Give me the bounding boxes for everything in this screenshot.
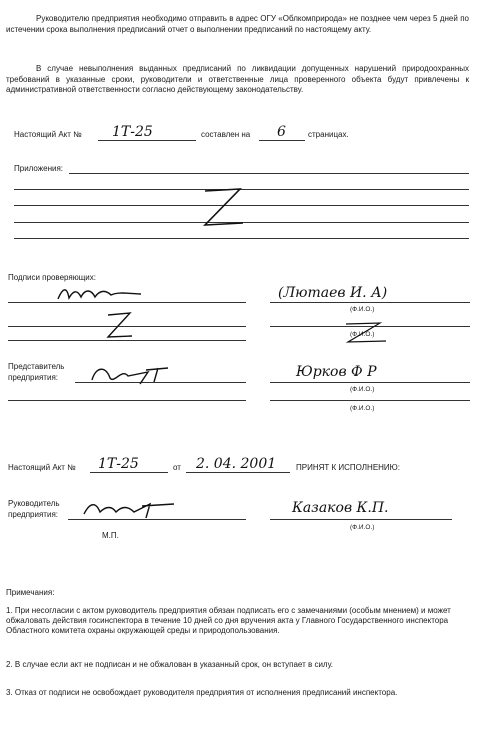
inspectors-label: Подписи проверяющих: (8, 273, 96, 282)
accepted-text: ПРИНЯТ К ИСПОЛНЕНИЮ: (296, 463, 400, 472)
attachments-line-1 (69, 173, 469, 174)
rep-label-1: Представитель (8, 362, 65, 371)
accept-label: Настоящий Акт № (8, 463, 76, 472)
attachments-label: Приложения: (14, 164, 64, 173)
act-number-handwritten: 1Т-25 (112, 124, 153, 140)
head-signature (80, 498, 180, 524)
fio-label-4: (Ф.И.О.) (350, 405, 375, 412)
pages-count-handwritten: 6 (277, 124, 286, 140)
note-3: 3. Отказ от подписи не освобождает руководителя предприятия от исполнения предписаний инспектора. (6, 688, 398, 697)
inspector-signature-1 (55, 283, 145, 305)
fio-label-head: (Ф.И.О.) (350, 524, 375, 531)
accept-date-handwritten: 2. 04. 2001 (196, 456, 277, 472)
act-pages-suffix: страницах. (308, 130, 349, 139)
rep-label-2: предприятия: (8, 373, 58, 382)
head-name-handwritten: Казаков К.П. (292, 500, 389, 516)
head-label-2: предприятия: (8, 510, 58, 519)
z-dash-mark (195, 185, 255, 240)
z-dash-mark-2 (100, 309, 140, 349)
stamp-label: М.П. (102, 531, 119, 540)
note-2: 2. В случае если акт не подписан и не обжалован в указанный срок, он вступает в силу. (6, 660, 334, 669)
rep-signature (88, 360, 178, 390)
accept-act-number-handwritten: 1Т-25 (98, 456, 139, 472)
fio-label-2: (Ф.И.О.) (350, 331, 375, 338)
intro-paragraph-1: Руководителю предприятия необходимо отправить в адрес ОГУ «Облкомприрода» не позднее чем через 5 дней по истечении срока выполнения предписаний отчет о выполнении предписаний по настоящему акту. (6, 14, 469, 34)
note-1: 1. При несогласии с актом руководитель предприятия обязан подписать его с замечаниями (особым мнением) и может обжаловать действия госинспектора в течение 10 дней со дня вручения акта у Главного Государственного инспектора Областного комитета охраны окружающей среды и природопользования. (6, 606, 451, 635)
head-label-1: Руководитель (8, 499, 60, 508)
rep-name-handwritten: Юрков Ф Р (296, 364, 377, 380)
z-dash-mark-3 (340, 318, 400, 348)
inspector-name-handwritten: (Лютаев И. А) (278, 285, 388, 301)
fio-label-1: (Ф.И.О.) (350, 306, 375, 313)
accept-from: от (173, 463, 181, 472)
act-pages-middle: составлен на (201, 130, 251, 139)
fio-label-3: (Ф.И.О.) (350, 386, 375, 393)
act-pages-label: Настоящий Акт № (14, 130, 82, 139)
notes-title: Примечания: (6, 588, 55, 597)
intro-paragraph-2: В случае невыполнения выданных предписаний по ликвидации допущенных нарушений природоохранных требований в указанные сроки, руководители и ответственные лица проверенного объекта будут привлечены к административной ответственности согласно действующему законодательству. (6, 64, 469, 94)
